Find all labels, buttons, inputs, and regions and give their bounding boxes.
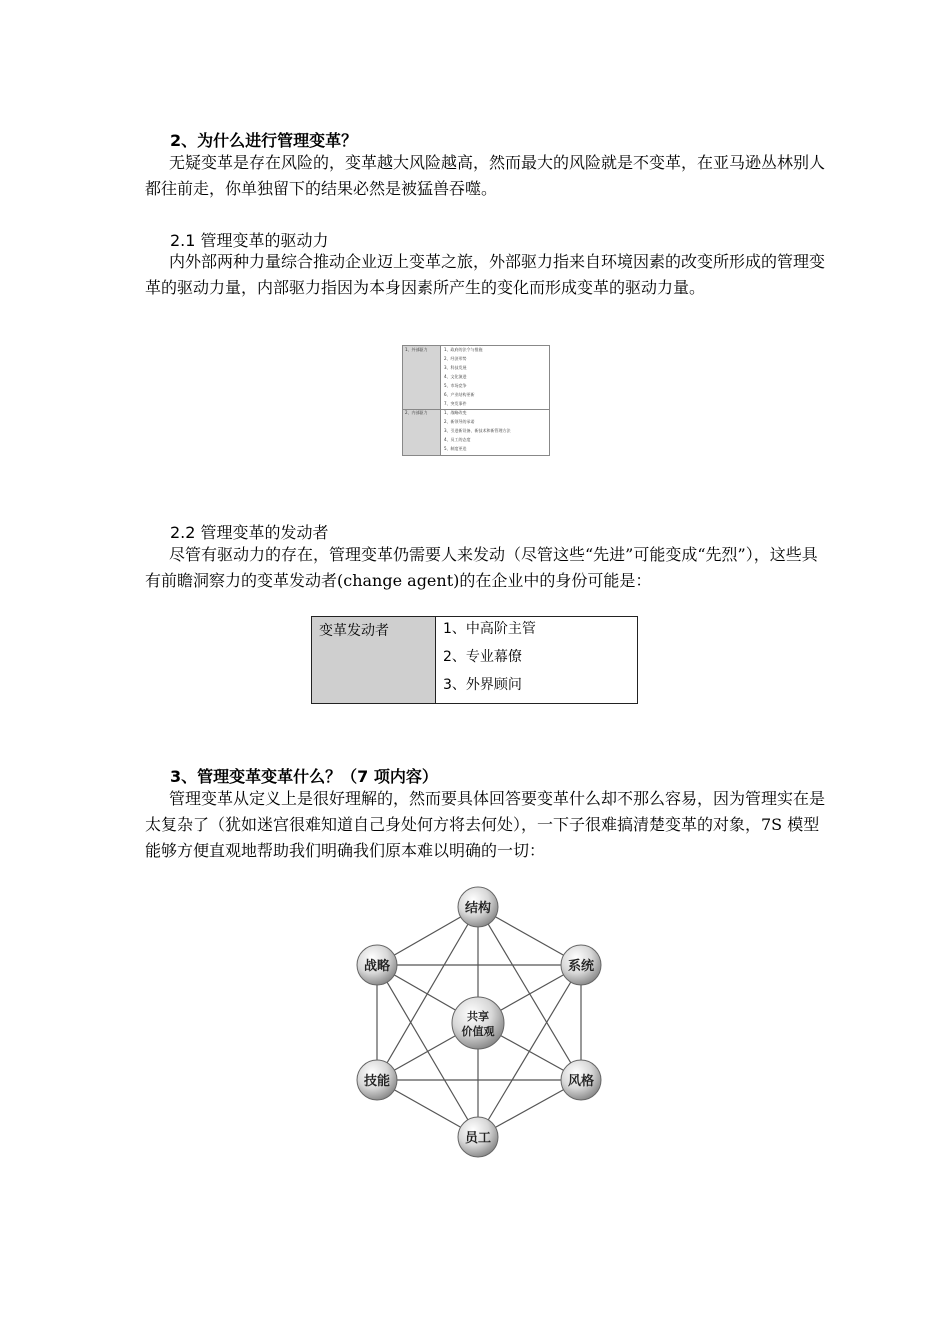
node-label: 风格 — [567, 1074, 595, 1089]
section-2-heading: 2、为什么进行管理变革？ — [170, 131, 358, 150]
drivers-item: 2、新领导的承诺 — [444, 419, 475, 424]
drivers-item: 1、政府的法令与措施 — [444, 347, 483, 352]
drivers-item: 3、科技发展 — [444, 365, 467, 370]
section-2-2-paragraph: 尽管有驱动力的存在，管理变革仍需要人来发动（尽管这些“先进”可能变成“先烈”），这些具有前瞻洞察力的变革发动者(change agent)的在企业中的身份可能是： — [145, 545, 818, 590]
change-agent-item: 1、中高阶主管 — [443, 621, 536, 637]
node-style — [561, 1060, 601, 1100]
section-3-paragraph: 管理变革从定义上是很好理解的，然而要具体回答要变革什么却不那么容易，因为管理实在是太复杂了（犹如迷宫很难知道自己身处何方将去何处），一下子很难搞清楚变革的对象，7S 模型能够方便直观地帮助我们明确我们原本难以明确的一切： — [145, 789, 826, 860]
node-label: 战略 — [363, 959, 391, 974]
node-structure — [458, 887, 498, 927]
change-agent-label-cell — [312, 617, 436, 703]
drivers-row-label: 2、内部驱力 — [405, 410, 428, 415]
drivers-row-label: 1、外部驱力 — [405, 347, 428, 352]
node-shared-values — [452, 997, 504, 1049]
node-systems — [561, 945, 601, 985]
drivers-item: 5、制度更迭 — [444, 446, 467, 451]
node-label: 结构 — [464, 901, 492, 916]
section-2-1-paragraph: 内外部两种力量综合推动企业迈上变革之旅，外部驱力指来自环境因素的改变所形成的管理变革的驱动力量，内部驱力指因为本身因素所产生的变化而形成变革的驱动力量。 — [145, 252, 826, 297]
node-label: 系统 — [567, 959, 595, 974]
drivers-table — [402, 345, 550, 456]
drivers-item: 4、文化演进 — [444, 374, 467, 379]
section-2-paragraph: 无疑变革是存在风险的，变革越大风险越高，然而最大的风险就是不变革，在亚马逊丛林别人都往前走，你单独留下的结果必然是被猛兽吞噬。 — [145, 153, 826, 198]
change-agent-item: 3、外界顾问 — [443, 677, 522, 693]
section-2-2-heading: 2.2 管理变革的发动者 — [170, 523, 329, 542]
drivers-item: 2、经济形势 — [444, 356, 467, 361]
node-staff — [458, 1117, 498, 1157]
seven-s-diagram — [355, 885, 605, 1160]
node-label: 价值观 — [461, 1025, 495, 1038]
node-label: 共享 — [467, 1010, 489, 1023]
section-3-heading: 3、管理变革变革什么？（7 项内容） — [170, 767, 438, 786]
change-agent-table — [311, 616, 638, 704]
drivers-item: 6、产业结构更新 — [444, 392, 475, 397]
node-strategy — [357, 945, 397, 985]
node-skills — [357, 1060, 397, 1100]
change-agent-label: 变革发动者 — [319, 623, 389, 639]
drivers-item: 5、市场竞争 — [444, 383, 467, 388]
section-2-1-heading: 2.1 管理变革的驱动力 — [170, 231, 329, 250]
node-label: 技能 — [363, 1074, 391, 1089]
drivers-item: 7、突发事件 — [444, 401, 467, 406]
drivers-item: 4、员工的态度 — [444, 437, 471, 442]
node-label: 员工 — [464, 1131, 492, 1146]
drivers-item: 3、引进新设备、新技术和新管理方法 — [444, 428, 511, 433]
drivers-table-label-column — [403, 346, 441, 455]
drivers-item: 1、战略改变 — [444, 410, 467, 415]
change-agent-item: 2、专业幕僚 — [443, 649, 522, 665]
